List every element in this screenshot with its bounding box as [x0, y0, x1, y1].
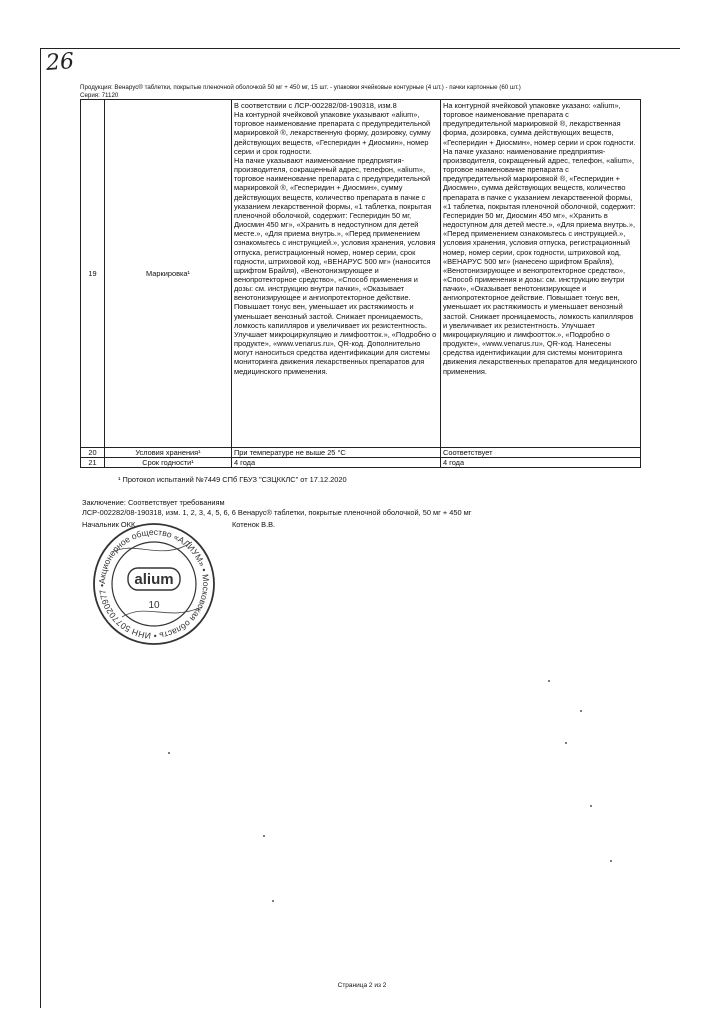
stamp-logo: alium — [134, 571, 174, 588]
handwritten-page-number: 26 — [45, 49, 75, 76]
conclusion-text: ЛСР-002282/08-190318, изм. 1, 2, 3, 4, 5, 6, 6 Венарус® таблетки, покрытые пленочной оболочкой, 50 мг + 450 мг — [82, 508, 472, 517]
series-line: Серия: 71120 — [80, 92, 119, 99]
left-margin-line — [40, 48, 41, 1008]
parameter-name: Срок годности¹ — [105, 458, 232, 468]
parameter-name: Условия хранения¹ — [105, 448, 232, 458]
product-line: Продукция: Венарус® таблетки, покрытые пленочной оболочкой 50 мг + 450 мг, 15 шт. - упаковки ячейковые контурные (4 шт.) - пачки картонные (60 шт.) — [80, 84, 521, 91]
chief-name: Котенок В.В. — [232, 520, 276, 529]
result-text: На контурной ячейковой упаковке указано: «alium», торговое наименование препарата с предупредительной маркировкой ®, лекарственная форма, дозировка, сумма действующих веществ, «Гесперидин + Диосмин», номер серии и срок годности. На пачке указано: наименование предприятия-производителя, сокращенный адрес, телефон, «alium», торговое наименование препарата с предупредительной маркировкой ®, «Гесперидин + Диосмин», сумма действующих веществ, количество препарата в пачке с указанием лекарственной формы, «1 таблетка, покрытая пленочной оболочкой, содержит: Гесперидин 50 мг, Диосмин 450 мг», «Хранить в недоступном для детей месте.», «Для приема внутрь.», «Перед применением ознакомьтесь с инструкцией.», условия хранения, условия отпуска, регистрационный номер, номер серии, срок годности, штриховой код, «ВЕНАРУС 500 мг» (нанесено шрифтом Брайля), «Венотонизирующее и венопротекторное средство», «Способ применения и дозы: см. инструкцию внутри пачки», «Оказывает венотонизирующее и ангиопротекторное действие. Повышает тонус вен, уменьшает их растяжимость и уменьшает венозный застой. Снижает проницаемость, ломкость капилляров и увеличивает их резистентность. Улучшает микроциркуляцию и лимфоотток.», «Подробно о продукте», «www.venarus.ru», QR-код. Нанесены средства идентификации для системы мониторинга движения лекарственных препаратов для медицинского применения. — [441, 100, 641, 448]
row-number: 20 — [81, 448, 105, 458]
page-footer: Страница 2 из 2 — [337, 982, 387, 989]
chief-label: Начальник ОКК — [82, 520, 136, 529]
stamp-number: 10 — [148, 600, 160, 611]
conclusion-title: Заключение: Соответствует требованиям — [82, 498, 225, 507]
requirement-text: При температуре не выше 25 °С — [232, 448, 441, 458]
conclusion — [82, 498, 622, 518]
row-number: 21 — [81, 458, 105, 468]
marking-table — [80, 99, 641, 468]
requirement-text: В соответствии с ЛСР-002282/08-190318, изм.8 На контурной ячейковой упаковке указывают «alium», торговое наименование препарата с предупредительной маркировкой ®, лекарственную форму, дозировку, сумму действующих веществ, «Гесперидин + Диосмин», номер серии и срок годности. На пачке указывают наименование предприятия-производителя, сокращенный адрес, телефон, «alium», торговое наименование препарата с предупредительной маркировкой ®, «Гесперидин + Диосмин», сумму действующих веществ, количество препарата в пачке с указанием лекарственной формы, «1 таблетка, покрытая пленочной оболочкой, содержит: Гесперидин 50 мг, Диосмин 450 мг», «Хранить в недоступном для детей месте.», «Для приема внутрь.», «Перед применением ознакомьтесь с инструкцией.», условия хранения, условия отпуска, регистрационный номер, номер серии, срок годности, штриховой код, «ВЕНАРУС 500 мг» (наносится шрифтом Брайля), «Венотонизирующее и венопротекторное средство», «Способ применения и дозы: см. инструкцию внутри пачки», «Оказывает венотонизирующее и ангиопротекторное действие. Повышает тонус вен, уменьшает их растяжимость и уменьшает венозный застой. Снижает проницаемость, ломкость капилляров и увеличивает их резистентность. Улучшает микроциркуляцию и лимфоотток.», «Подробно о продукте», «www.venarus.ru», QR-код. Дополнительно могут наноситься средства идентификации для системы мониторинга движения лекарственных препаратов для медицинского применения. — [232, 100, 441, 448]
top-margin-line — [40, 48, 680, 49]
row-number: 19 — [81, 100, 105, 448]
stamp-ring-text: Акционерное общество «АЛИУМ» • Московская область • ИНН 5077020977 • — [96, 526, 212, 642]
table-row — [81, 100, 641, 448]
table-row — [81, 448, 641, 458]
table-row — [81, 458, 641, 468]
result-text: Соответствует — [441, 448, 641, 458]
product-header — [80, 84, 640, 100]
requirement-text: 4 года — [232, 458, 441, 468]
result-text: 4 года — [441, 458, 641, 468]
footnote: ¹ Протокол испытаний №7449 СПб ГБУЗ "СЗЦККЛС" от 17.12.2020 — [118, 475, 347, 484]
company-stamp — [92, 522, 216, 646]
parameter-name: Маркировка¹ — [105, 100, 232, 448]
